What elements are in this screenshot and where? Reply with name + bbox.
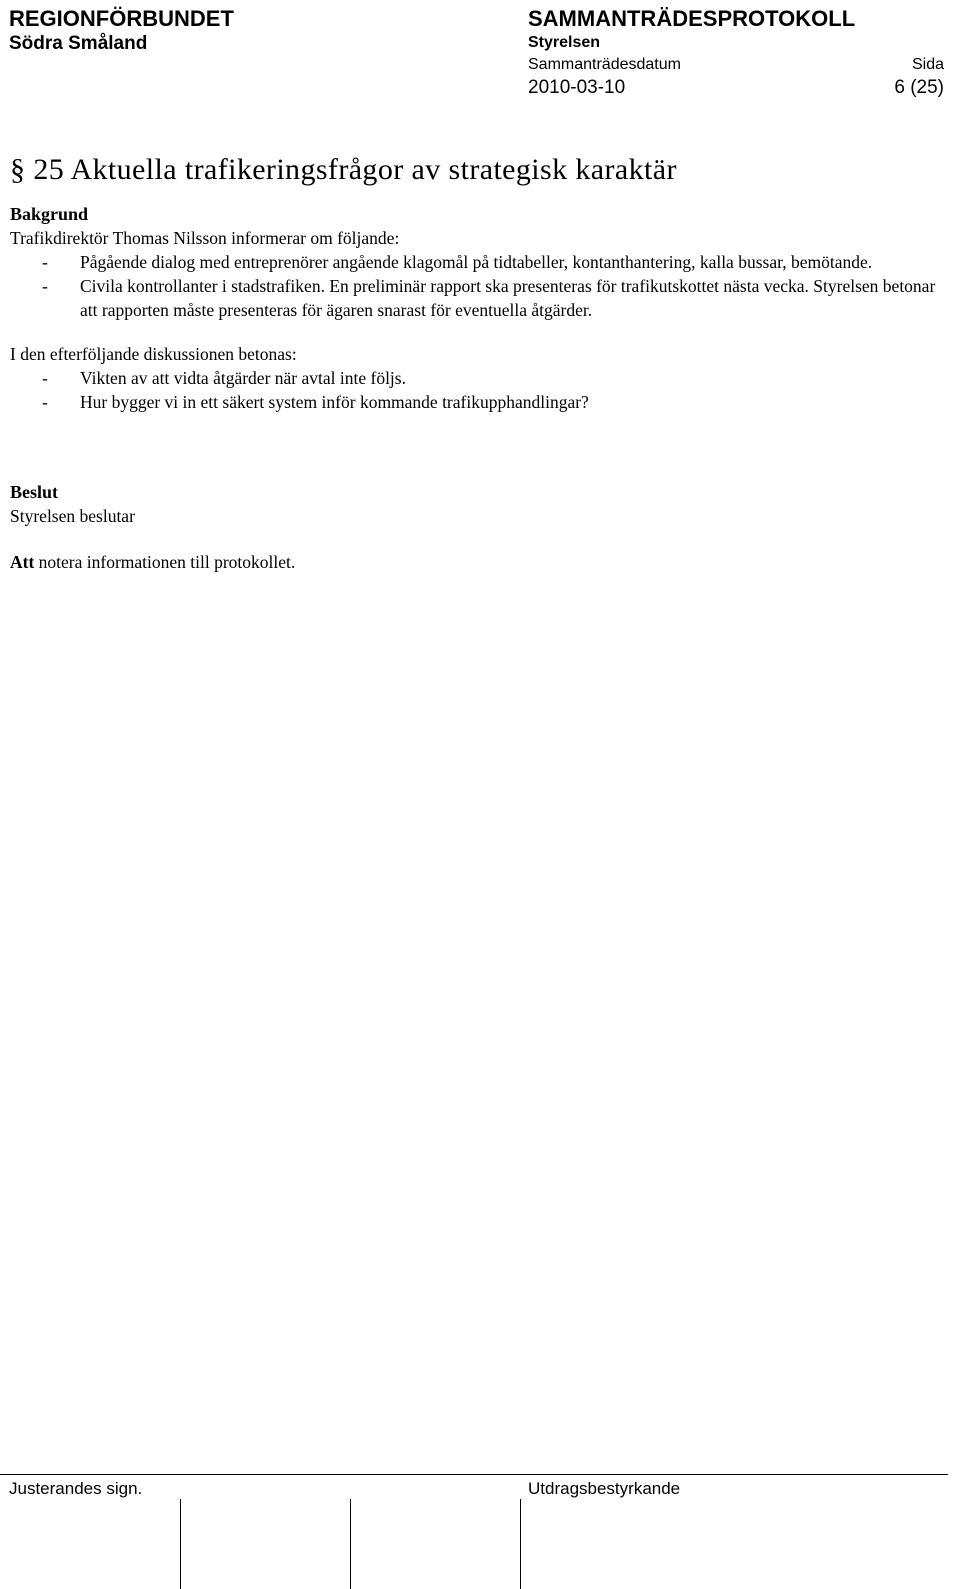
signature-divider — [350, 1499, 351, 1589]
section-title — [10, 150, 940, 190]
header-left — [9, 6, 234, 56]
header-right — [528, 6, 944, 100]
background-list — [10, 250, 940, 322]
list-dash: - — [42, 368, 48, 388]
list-dash: - — [42, 276, 48, 296]
signature-divider — [180, 1499, 181, 1589]
page-number: 6 (25) — [894, 77, 944, 98]
list-item: - Vikten av att vidta åtgärder när avtal inte följs. — [42, 368, 406, 388]
governing-body: Styrelsen — [528, 34, 601, 51]
meta-values-row — [528, 76, 944, 100]
sign-label: Justerandes sign. — [9, 1479, 143, 1498]
list-item: - Civila kontrollanter i stadstrafiken. En preliminär rapport ska presenteras för trafikutskottet nästa vecka. Styrelsen betonar att rapporten måste presenteras för ägaren snarast för eventuella åtgärder. — [42, 276, 936, 320]
discussion-intro: I den efterföljande diskussionen betonas: — [10, 344, 297, 364]
discussion-list — [10, 366, 940, 414]
decision-statement — [10, 550, 940, 574]
decision-att: Att — [10, 552, 35, 572]
decision-text: notera informationen till protokollet. — [38, 552, 296, 572]
page-label: Sida — [911, 56, 944, 73]
decision-intro: Styrelsen beslutar — [10, 506, 135, 526]
meeting-date: 2010-03-10 — [528, 77, 626, 98]
background-intro: Trafikdirektör Thomas Nilsson informerar om följande: — [10, 228, 400, 248]
org-subname: Södra Småland — [9, 33, 148, 54]
decision-heading: Beslut — [10, 482, 59, 502]
org-name: REGIONFÖRBUNDET — [9, 6, 234, 31]
date-label: Sammanträdesdatum — [528, 56, 681, 73]
extract-label: Utdragsbestyrkande — [528, 1479, 681, 1498]
list-dash: - — [42, 252, 48, 272]
section-title-text: 25 Aktuella trafikeringsfrågor av strategisk karaktär — [33, 153, 677, 186]
signature-divider — [520, 1499, 521, 1589]
list-dash: - — [42, 392, 48, 412]
list-item: - Hur bygger vi in ett säkert system inför kommande trafikupphandlingar? — [42, 392, 589, 412]
list-item: - Pågående dialog med entreprenörer angående klagomål på tidtabeller, kontanthantering, kalla bussar, bemötande. — [42, 252, 873, 272]
paragraph-symbol: § — [10, 153, 26, 186]
signature-footer — [0, 1474, 948, 1589]
background-heading: Bakgrund — [10, 204, 89, 224]
document-body — [10, 150, 940, 574]
document-type: SAMMANTRÄDESPROTOKOLL — [528, 6, 856, 31]
meta-labels-row — [528, 54, 944, 76]
